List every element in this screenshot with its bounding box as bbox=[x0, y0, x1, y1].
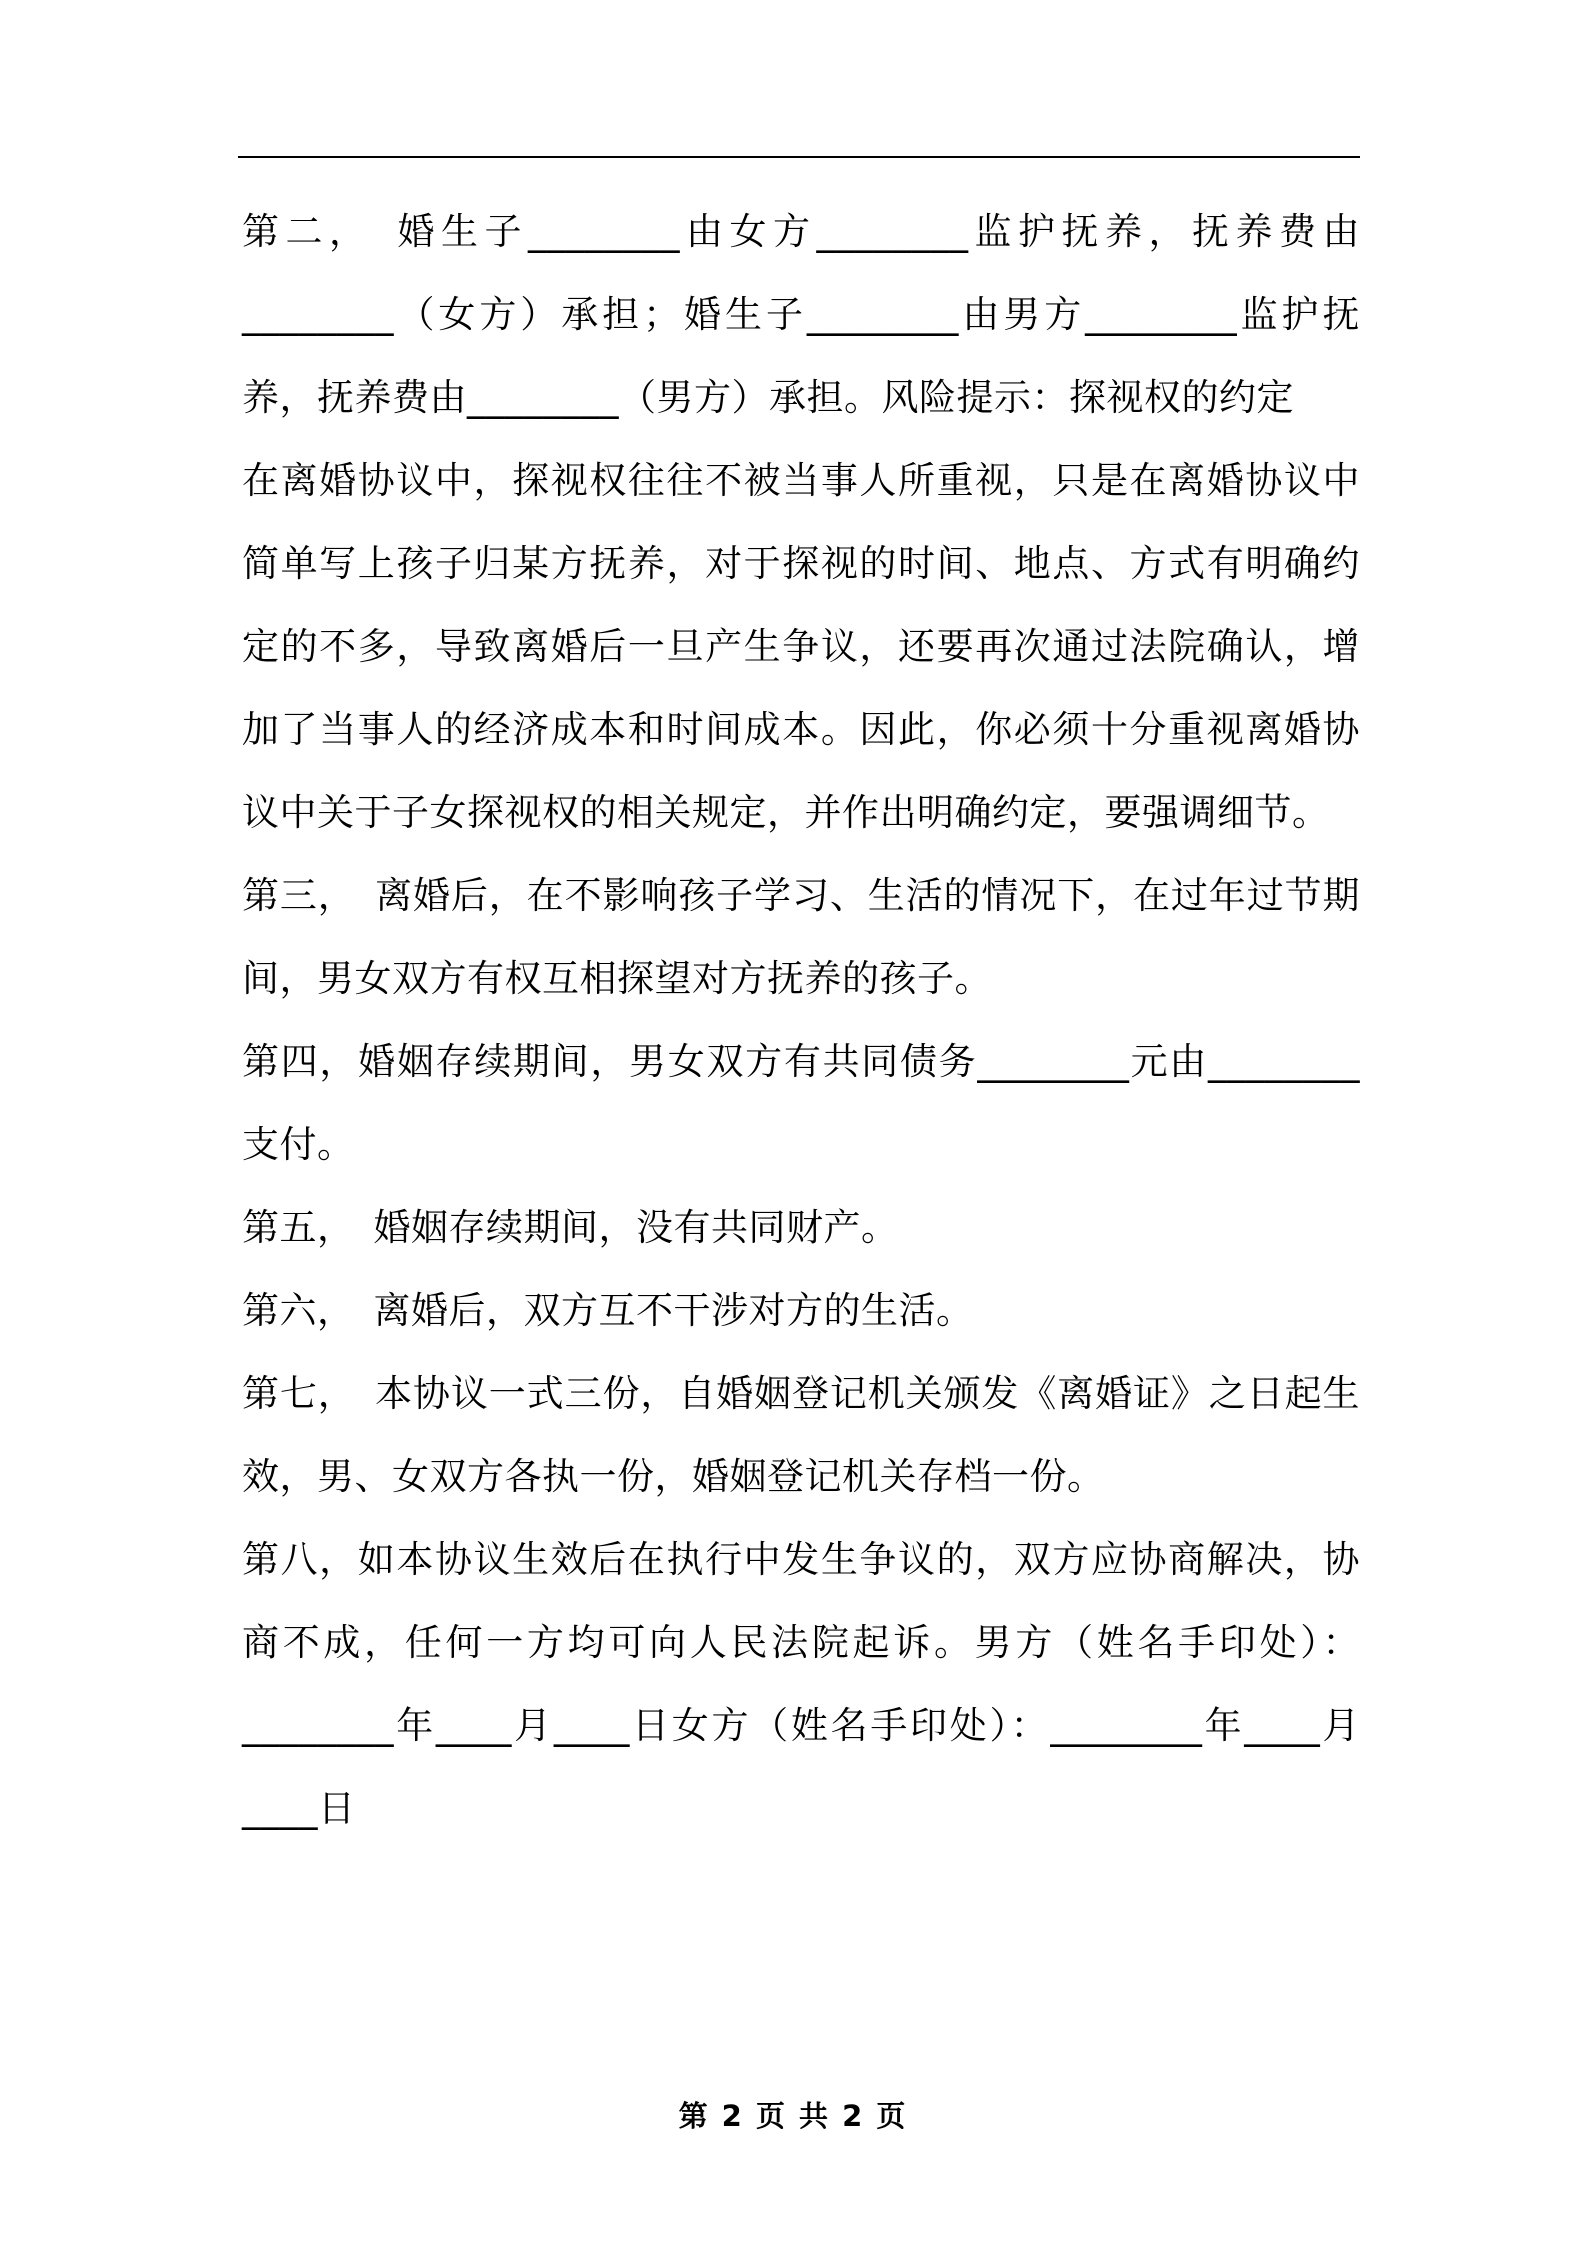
document-body bbox=[242, 190, 1360, 1850]
header-rule bbox=[238, 156, 1360, 158]
paragraph-clause-5: 第五， 婚姻存续期间，没有共同财产。 bbox=[242, 1206, 899, 1249]
paragraph-custody: 第二， 婚生子________由女方________监护抚养，抚养费由________（女方）承担；婚生子________由男方________监护抚养，抚养费由________（男方）承担。风险提示：探视权的约定 bbox=[242, 210, 1360, 419]
paragraph-clause-6: 第六， 离婚后，双方互不干涉对方的生活。 bbox=[242, 1289, 974, 1332]
paragraph-clause-4: 第四，婚姻存续期间，男女双方有共同债务________元由________支付。 bbox=[242, 1040, 1360, 1166]
paragraph-visitation-tip: 在离婚协议中，探视权往往不被当事人所重视，只是在离婚协议中简单写上孩子归某方抚养，对于探视的时间、地点、方式有明确约定的不多，导致离婚后一旦产生争议，还要再次通过法院确认，增加了当事人的经济成本和时间成本。因此，你必须十分重视离婚协议中关于子女探视权的相关规定，并作出明确约定，要强调细节。 bbox=[242, 459, 1360, 834]
paragraph-clause-7: 第七， 本协议一式三份，自婚姻登记机关颁发《离婚证》之日起生效，男、女双方各执一份，婚姻登记机关存档一份。 bbox=[242, 1372, 1360, 1498]
paragraph-clause-8: 第八，如本协议生效后在执行中发生争议的，双方应协商解决，协商不成，任何一方均可向人民法院起诉。男方（姓名手印处）：________年____月____日女方（姓名手印处）：________年____月____日 bbox=[242, 1538, 1360, 1830]
page-number: 第 2 页 共 2 页 bbox=[678, 2099, 908, 2133]
paragraph-clause-3: 第三， 离婚后，在不影响孩子学习、生活的情况下，在过年过节期间，男女双方有权互相探望对方抚养的孩子。 bbox=[242, 874, 1360, 1000]
